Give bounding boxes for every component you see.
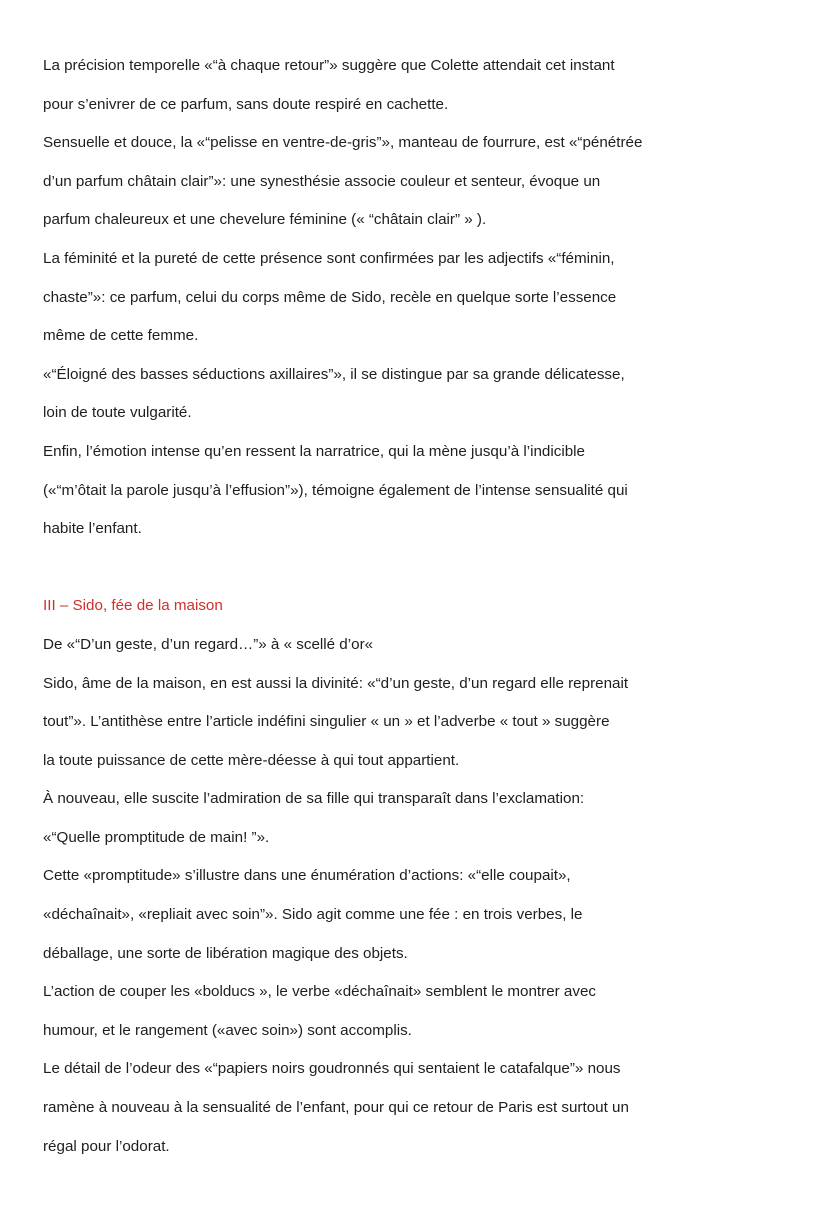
text-line: La féminité et la pureté de cette présence sont confirmées par les adjectifs «“féminin, bbox=[43, 249, 615, 267]
text-line: À nouveau, elle suscite l’admiration de sa fille qui transparaît dans l’exclamation: bbox=[43, 790, 585, 808]
text-line: loin de toute vulgarité. bbox=[43, 404, 192, 422]
text-line: chaste”»: ce parfum, celui du corps même de Sido, recèle en quelque sorte l’essence bbox=[43, 288, 617, 306]
text-line: même de cette femme. bbox=[43, 327, 199, 345]
text-line: habite l’enfant. bbox=[43, 520, 142, 538]
text-line: La précision temporelle «“à chaque retour”» suggère que Colette attendait cet instant bbox=[43, 57, 615, 74]
text-line: régal pour l’odorat. bbox=[43, 1137, 170, 1155]
text-line: L’action de couper les «bolducs », le verbe «déchaînait» semblent le montrer avec bbox=[43, 983, 596, 1001]
section-range: De «“D’un geste, d’un regard…”» à « scellé d’or« bbox=[43, 635, 374, 653]
paragraph bbox=[43, 780, 803, 857]
text-line: pour s’enivrer de ce parfum, sans doute respiré en cachette. bbox=[43, 95, 449, 113]
paragraph bbox=[43, 857, 803, 973]
text-line: Enfin, l’émotion intense qu’en ressent la narratrice, qui la mène jusqu’à l’indicible bbox=[43, 442, 585, 460]
paragraph bbox=[43, 240, 803, 356]
text-line: parfum chaleureux et une chevelure féminine (« “châtain clair” » ). bbox=[43, 211, 487, 229]
paragraph bbox=[43, 124, 803, 240]
paragraph bbox=[43, 665, 803, 781]
text-line: («“m’ôtait la parole jusqu’à l’effusion”»), témoigne également de l’intense sensualité qui bbox=[43, 481, 628, 499]
text-line: la toute puissance de cette mère-déesse à qui tout appartient. bbox=[43, 751, 460, 769]
text-line: «“Quelle promptitude de main! ”». bbox=[43, 828, 270, 846]
paragraph bbox=[43, 1050, 803, 1166]
text-line: «“Éloigné des basses séductions axillaires”», il se distingue par sa grande délicatesse, bbox=[43, 365, 625, 383]
paragraph bbox=[43, 433, 803, 549]
text-line: tout”». L’antithèse entre l’article indéfini singulier « un » et l’adverbe « tout » suggère bbox=[43, 713, 610, 731]
text-line: humour, et le rangement («avec soin») sont accomplis. bbox=[43, 1021, 412, 1039]
section-heading: III – Sido, fée de la maison bbox=[43, 597, 223, 615]
text-line: Sido, âme de la maison, en est aussi la divinité: «“d’un geste, d’un regard elle reprenait bbox=[43, 674, 629, 692]
paragraph bbox=[43, 356, 803, 433]
text-line: Sensuelle et douce, la «“pelisse en ventre-de-gris”», manteau de fourrure, est «“pénétrée bbox=[43, 134, 643, 152]
text-line: «déchaînait», «repliait avec soin”». Sido agit comme une fée : en trois verbes, le bbox=[43, 906, 583, 924]
text-line: déballage, une sorte de libération magique des objets. bbox=[43, 944, 408, 962]
blank-line bbox=[43, 549, 803, 588]
document-page bbox=[43, 47, 803, 1166]
text-line: d’un parfum châtain clair”»: une synesthésie associe couleur et senteur, évoque un bbox=[43, 172, 601, 190]
paragraph bbox=[43, 47, 803, 124]
text-line: Cette «promptitude» s’illustre dans une énumération d’actions: «“elle coupait», bbox=[43, 867, 571, 885]
text-line: Le détail de l’odeur des «“papiers noirs goudronnés qui sentaient le catafalque”» nous bbox=[43, 1060, 621, 1078]
text-line: ramène à nouveau à la sensualité de l’enfant, pour qui ce retour de Paris est surtout un bbox=[43, 1099, 629, 1117]
paragraph bbox=[43, 973, 803, 1050]
